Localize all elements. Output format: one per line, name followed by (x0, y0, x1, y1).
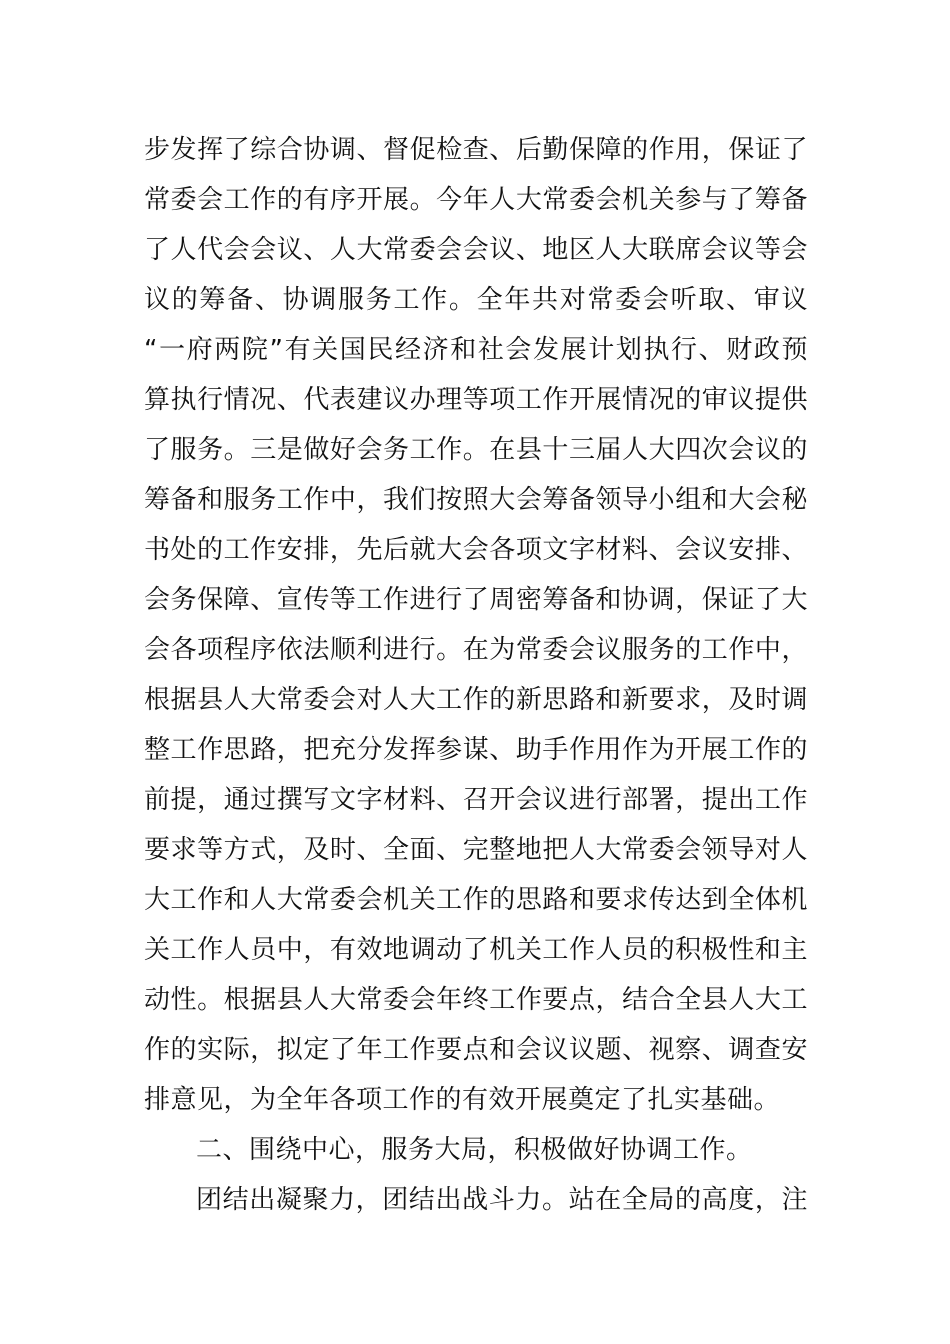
section-heading: 二、围绕中心，服务大局，积极做好协调工作。 (196, 1135, 753, 1165)
text-line: 了人代会会议、人大常委会会议、地区人大联席会议等会 (144, 235, 808, 265)
text-line: 要求等方式，及时、全面、完整地把人大常委会领导对人 (144, 835, 808, 865)
paragraph-end-line: 排意见，为全年各项工作的有效开展奠定了扎实基础。 (144, 1085, 781, 1115)
text-line: 整工作思路，把充分发挥参谋、助手作用作为开展工作的 (144, 735, 808, 765)
text-line: 根据县人大常委会对人大工作的新思路和新要求，及时调 (144, 685, 808, 715)
body-text (144, 125, 808, 1225)
text-line: 步发挥了综合协调、督促检查、后勤保障的作用，保证了 (144, 135, 808, 165)
text-line: 议的筹备、协调服务工作。全年共对常委会听取、审议 (144, 285, 808, 315)
text-line: 会各项程序依法顺利进行。在为常委会议服务的工作中， (144, 635, 808, 665)
text-line: 算执行情况、代表建议办理等项工作开展情况的审议提供 (144, 385, 808, 415)
text-line: 了服务。三是做好会务工作。在县十三届人大四次会议的 (144, 435, 808, 465)
paragraph-start-line: 团结出凝聚力，团结出战斗力。站在全局的高度，注 (196, 1185, 808, 1215)
text-line: 筹备和服务工作中，我们按照大会筹备领导小组和大会秘 (144, 485, 808, 515)
text-line: 关工作人员中，有效地调动了机关工作人员的积极性和主 (144, 935, 808, 965)
text-line: 动性。根据县人大常委会年终工作要点，结合全县人大工 (144, 985, 808, 1015)
text-line: “一府两院”有关国民经济和社会发展计划执行、财政预 (144, 335, 808, 365)
text-line: 大工作和人大常委会机关工作的思路和要求传达到全体机 (144, 885, 808, 915)
text-line: 作的实际，拟定了年工作要点和会议议题、视察、调查安 (144, 1035, 808, 1065)
text-line: 前提，通过撰写文字材料、召开会议进行部署，提出工作 (144, 785, 808, 815)
text-line: 书处的工作安排，先后就大会各项文字材料、会议安排、 (144, 535, 808, 565)
text-line: 会务保障、宣传等工作进行了周密筹备和协调，保证了大 (144, 585, 808, 615)
text-line: 常委会工作的有序开展。今年人大常委会机关参与了筹备 (144, 185, 808, 215)
